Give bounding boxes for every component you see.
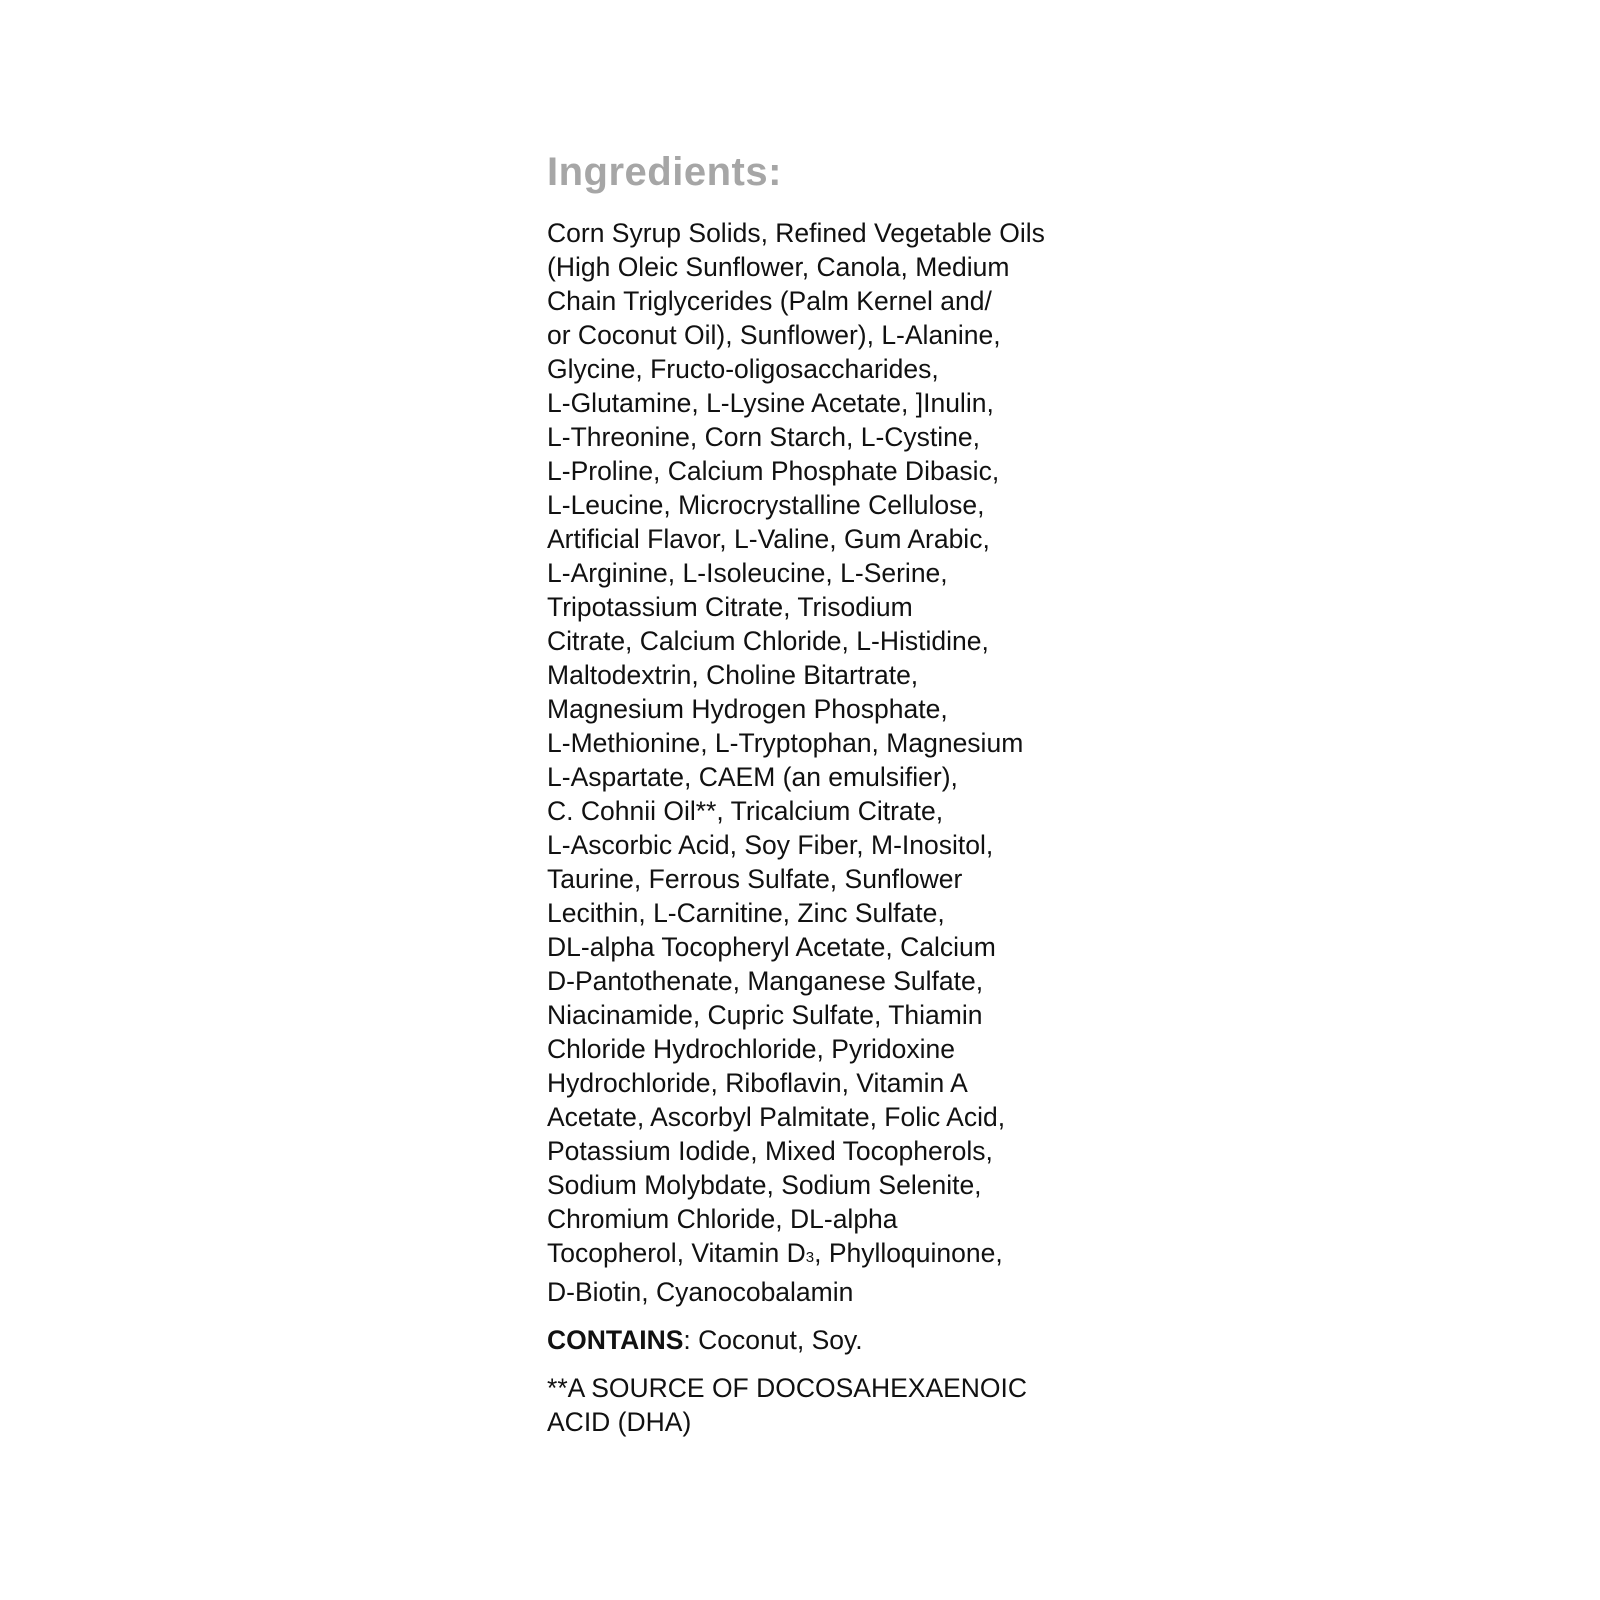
ingredients-list [547,216,1107,1309]
ingredient-line: Hydrochloride, Riboflavin, Vitamin A [547,1068,968,1098]
ingredient-line: Corn Syrup Solids, Refined Vegetable Oils [547,218,1045,248]
ingredient-line: L-Ascorbic Acid, Soy Fiber, M-Inositol, [547,830,994,860]
ingredient-line: L-Proline, Calcium Phosphate Dibasic, [547,456,1000,486]
footnote-line: ACID (DHA) [547,1407,692,1437]
vitamin-d-text: Tocopherol, Vitamin D [547,1238,806,1268]
ingredient-line: Tripotassium Citrate, Trisodium [547,592,913,622]
ingredient-line: D-Biotin, Cyanocobalamin [547,1277,854,1307]
ingredient-line: Acetate, Ascorbyl Palmitate, Folic Acid, [547,1102,1006,1132]
dha-footnote [547,1371,1107,1439]
ingredient-line: L-Leucine, Microcrystalline Cellulose, [547,490,985,520]
ingredient-line: (High Oleic Sunflower, Canola, Medium [547,252,1010,282]
ingredient-line: Niacinamide, Cupric Sulfate, Thiamin [547,1000,983,1030]
ingredient-line: D-Pantothenate, Manganese Sulfate, [547,966,984,996]
ingredient-line: Chain Triglycerides (Palm Kernel and/ [547,286,992,316]
footnote-line: **A SOURCE OF DOCOSAHEXAENOIC [547,1373,1028,1403]
ingredient-line: Sodium Molybdate, Sodium Selenite, [547,1170,982,1200]
vitamin-d-rest: , Phylloquinone, [814,1238,1003,1268]
ingredient-line: L-Methionine, L-Tryptophan, Magnesium [547,728,1024,758]
ingredient-line: L-Aspartate, CAEM (an emulsifier), [547,762,958,792]
ingredient-line: Maltodextrin, Choline Bitartrate, [547,660,919,690]
vitamin-d-subscript: 3 [805,1249,815,1266]
ingredient-line: Potassium Iodide, Mixed Tocopherols, [547,1136,993,1166]
ingredient-line: Citrate, Calcium Chloride, L-Histidine, [547,626,989,656]
allergen-statement [547,1323,1107,1357]
contains-text: : Coconut, Soy. [683,1325,863,1355]
ingredient-line: Chromium Chloride, DL-alpha [547,1204,898,1234]
ingredient-line: Glycine, Fructo-oligosaccharides, [547,354,939,384]
ingredients-heading: Ingredients: [547,150,782,194]
ingredient-line: Taurine, Ferrous Sulfate, Sunflower [547,864,963,894]
ingredient-line: DL-alpha Tocopheryl Acetate, Calcium [547,932,996,962]
contains-label: CONTAINS [547,1325,684,1355]
ingredient-line: C. Cohnii Oil**, Tricalcium Citrate, [547,796,944,826]
ingredients-panel [547,150,1107,1439]
ingredient-line: Chloride Hydrochloride, Pyridoxine [547,1034,955,1064]
ingredient-line: Magnesium Hydrogen Phosphate, [547,694,948,724]
ingredient-line-vitamin-d [547,1236,1107,1275]
ingredient-line: or Coconut Oil), Sunflower), L-Alanine, [547,320,1001,350]
ingredient-line: L-Threonine, Corn Starch, L-Cystine, [547,422,981,452]
ingredient-line: L-Glutamine, L-Lysine Acetate, ]Inulin, [547,388,994,418]
ingredient-line: Artificial Flavor, L-Valine, Gum Arabic, [547,524,990,554]
ingredient-line: Lecithin, L-Carnitine, Zinc Sulfate, [547,898,945,928]
ingredient-line: L-Arginine, L-Isoleucine, L-Serine, [547,558,948,588]
